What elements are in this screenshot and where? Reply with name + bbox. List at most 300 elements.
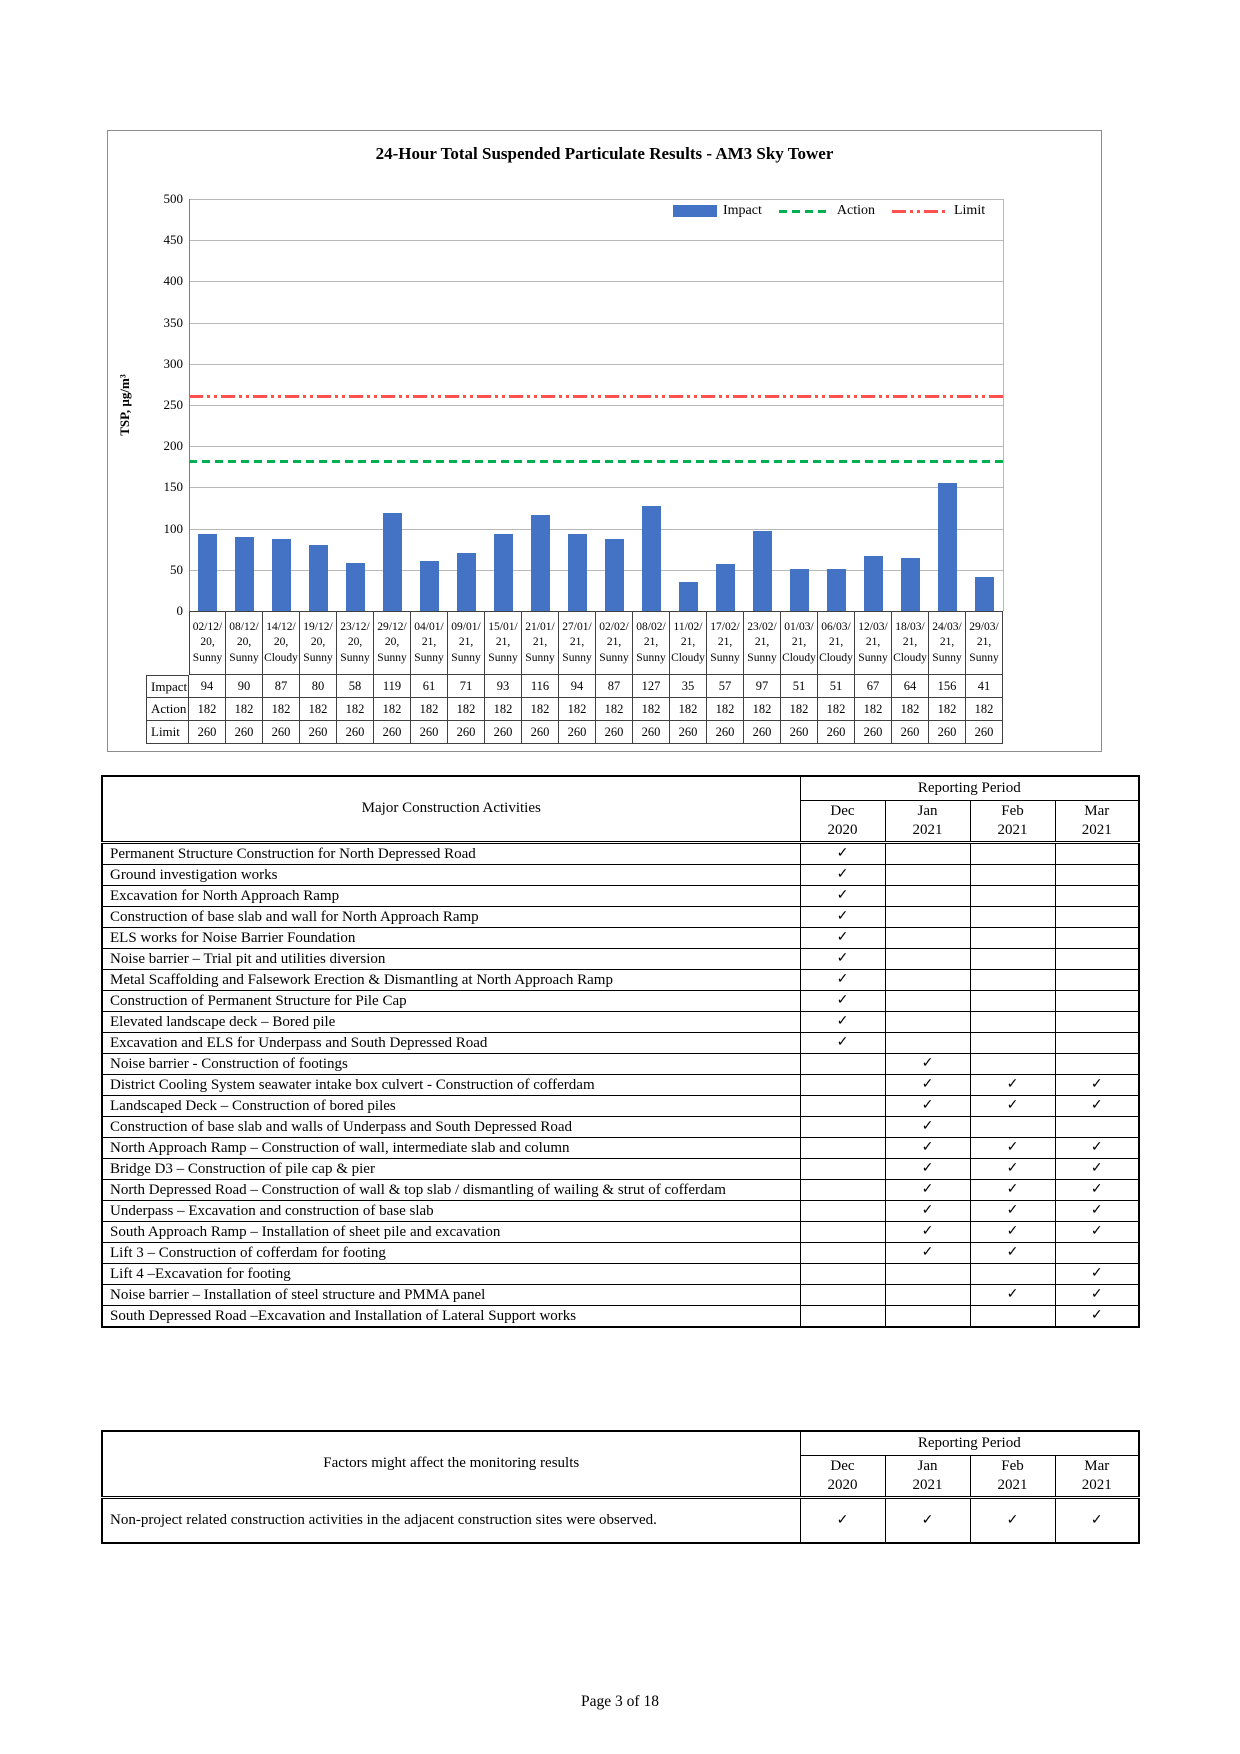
- check-cell: [885, 1011, 970, 1032]
- check-cell: [970, 927, 1055, 948]
- activity-row: [102, 927, 1139, 948]
- category-date-line1: 18/03/: [895, 620, 925, 633]
- impact-bar: [494, 534, 513, 611]
- category-weather: Sunny: [969, 651, 999, 664]
- activity-row-label: Bridge D3 – Construction of pile cap & pier: [102, 1158, 800, 1179]
- category-date-line2: 20,: [236, 636, 252, 649]
- activity-row-label: South Depressed Road –Excavation and Installation of Lateral Support works: [102, 1305, 800, 1327]
- activity-row-label: South Approach Ramp – Installation of sheet pile and excavation: [102, 1221, 800, 1242]
- category-date-line1: 27/01/: [562, 620, 592, 633]
- check-cell: [1055, 842, 1139, 864]
- period-cell: [1055, 800, 1139, 842]
- series-value: 182: [300, 698, 337, 721]
- horizontal-gridline: [189, 240, 1003, 241]
- check-cell: [885, 948, 970, 969]
- limit-swatch-icon: [892, 210, 948, 213]
- category-date-line2: 21,: [939, 636, 955, 649]
- series-value: 51: [781, 675, 818, 698]
- impact-bar: [753, 531, 772, 611]
- factors-title: Factors might affect the monitoring results: [102, 1431, 800, 1497]
- check-cell: ✓: [885, 1137, 970, 1158]
- check-cell: [800, 1074, 885, 1095]
- check-cell: [1055, 969, 1139, 990]
- series-row-label: Impact: [146, 675, 189, 698]
- series-value: 260: [263, 721, 300, 744]
- activity-row-label: Ground investigation works: [102, 864, 800, 885]
- x-axis-category: [485, 611, 522, 675]
- category-weather: Cloudy: [893, 651, 927, 664]
- category-weather: Sunny: [747, 651, 777, 664]
- check-cell: ✓: [800, 842, 885, 864]
- check-cell: [1055, 1032, 1139, 1053]
- y-axis-tick: 250: [163, 397, 183, 412]
- check-cell: ✓: [885, 1074, 970, 1095]
- series-value: 260: [855, 721, 892, 744]
- chart-panel: [107, 130, 1102, 752]
- x-axis-category: [189, 611, 226, 675]
- activity-row-label: Lift 4 –Excavation for footing: [102, 1263, 800, 1284]
- category-date-line2: 21,: [495, 636, 511, 649]
- check-cell: ✓: [800, 990, 885, 1011]
- impact-bar: [309, 545, 328, 611]
- activity-row-label: Excavation and ELS for Underpass and South Depressed Road: [102, 1032, 800, 1053]
- check-cell: ✓: [1055, 1497, 1139, 1543]
- category-date-line1: 14/12/: [266, 620, 296, 633]
- x-axis-category: [781, 611, 818, 675]
- legend-item-limit: [892, 203, 985, 219]
- category-date-line1: 21/01/: [525, 620, 555, 633]
- category-date-line1: 01/03/: [784, 620, 814, 633]
- check-cell: ✓: [885, 1497, 970, 1543]
- period-year: 2020: [827, 821, 858, 838]
- impact-bar: [642, 506, 661, 611]
- activity-row: [102, 1116, 1139, 1137]
- category-weather: Sunny: [636, 651, 666, 664]
- series-value: 182: [485, 698, 522, 721]
- activity-row: [102, 885, 1139, 906]
- series-value: 182: [596, 698, 633, 721]
- series-value: 260: [966, 721, 1003, 744]
- activity-row: [102, 1032, 1139, 1053]
- activity-row: [102, 842, 1139, 864]
- period-cell: [970, 800, 1055, 842]
- y-axis-tick: 500: [163, 191, 183, 206]
- series-value: 260: [189, 721, 226, 744]
- series-value: 182: [448, 698, 485, 721]
- activity-row-label: Excavation for North Approach Ramp: [102, 885, 800, 906]
- check-cell: ✓: [1055, 1095, 1139, 1116]
- activity-row: [102, 948, 1139, 969]
- x-axis-category: [337, 611, 374, 675]
- category-date-line2: 21,: [569, 636, 585, 649]
- page-number: Page 3 of 18: [581, 1693, 659, 1710]
- y-axis-tick: 0: [176, 603, 183, 618]
- x-axis-category: [559, 611, 596, 675]
- series-value: 41: [966, 675, 1003, 698]
- check-cell: [1055, 1242, 1139, 1263]
- x-axis-category: [263, 611, 300, 675]
- period-month: Jan: [917, 802, 938, 819]
- activity-row: [102, 1263, 1139, 1284]
- check-cell: ✓: [800, 969, 885, 990]
- period-month: Dec: [830, 1457, 855, 1474]
- y-axis-tick: 350: [163, 314, 183, 330]
- horizontal-gridline: [189, 199, 1003, 200]
- activity-row-label: Elevated landscape deck – Bored pile: [102, 1011, 800, 1032]
- category-date-line2: 21,: [902, 636, 918, 649]
- activity-row-label: Construction of base slab and walls of Underpass and South Depressed Road: [102, 1116, 800, 1137]
- impact-bar: [420, 561, 439, 611]
- x-axis-category: [448, 611, 485, 675]
- activities-title: Major Construction Activities: [102, 776, 800, 842]
- check-cell: ✓: [885, 1179, 970, 1200]
- activity-row: [102, 1200, 1139, 1221]
- y-axis-label: TSP, µg/m³: [117, 374, 132, 436]
- check-cell: [970, 948, 1055, 969]
- chart-legend: [673, 203, 985, 219]
- activity-row: [102, 990, 1139, 1011]
- period-cell: [885, 1455, 970, 1497]
- category-date-line2: 21,: [606, 636, 622, 649]
- activity-row-label: Noise barrier – Installation of steel structure and PMMA panel: [102, 1284, 800, 1305]
- legend-item-impact: [673, 203, 762, 219]
- check-cell: ✓: [1055, 1137, 1139, 1158]
- activity-row-label: Underpass – Excavation and construction of base slab: [102, 1200, 800, 1221]
- category-date-line1: 23/02/: [747, 620, 777, 633]
- series-value: 182: [670, 698, 707, 721]
- check-cell: ✓: [970, 1137, 1055, 1158]
- x-axis-category: [633, 611, 670, 675]
- series-value: 156: [929, 675, 966, 698]
- category-weather: Sunny: [377, 651, 407, 664]
- check-cell: ✓: [1055, 1200, 1139, 1221]
- factor-row: [102, 1497, 1139, 1543]
- series-value: 260: [818, 721, 855, 744]
- series-value: 260: [522, 721, 559, 744]
- check-cell: [885, 906, 970, 927]
- check-cell: [800, 1158, 885, 1179]
- chart-data-table: [146, 611, 1003, 744]
- impact-bar: [531, 515, 550, 611]
- category-weather: Sunny: [525, 651, 555, 664]
- series-value: 182: [818, 698, 855, 721]
- plot-right-border: [1003, 199, 1004, 611]
- period-cell: [800, 800, 885, 842]
- series-value: 260: [892, 721, 929, 744]
- period-month: Mar: [1084, 1457, 1110, 1474]
- category-date-line2: 20,: [200, 636, 215, 649]
- category-weather: Sunny: [340, 651, 370, 664]
- category-weather: Sunny: [710, 651, 740, 664]
- legend-label-impact: Impact: [723, 203, 762, 218]
- check-cell: [800, 1200, 885, 1221]
- check-cell: [1055, 1053, 1139, 1074]
- series-value: 182: [411, 698, 448, 721]
- horizontal-gridline: [189, 405, 1003, 406]
- category-weather: Sunny: [562, 651, 592, 664]
- series-value: 127: [633, 675, 670, 698]
- activities-table: [101, 775, 1140, 1328]
- x-axis-category: [374, 611, 411, 675]
- check-cell: [970, 1053, 1055, 1074]
- series-value: 260: [337, 721, 374, 744]
- category-date-line2: 21,: [643, 636, 659, 649]
- category-weather: Sunny: [858, 651, 888, 664]
- check-cell: [970, 1263, 1055, 1284]
- series-value: 260: [374, 721, 411, 744]
- x-axis-category: [300, 611, 337, 675]
- horizontal-gridline: [189, 529, 1003, 530]
- category-date-line2: 21,: [458, 636, 474, 649]
- series-row-label: Action: [146, 698, 189, 721]
- horizontal-gridline: [189, 364, 1003, 365]
- activity-row: [102, 1221, 1139, 1242]
- impact-bar: [827, 569, 846, 611]
- series-value: 260: [226, 721, 263, 744]
- series-value: 182: [855, 698, 892, 721]
- check-cell: ✓: [800, 1497, 885, 1543]
- check-cell: [1055, 906, 1139, 927]
- period-year: 2021: [997, 821, 1028, 838]
- activity-row-label: Noise barrier – Trial pit and utilities diversion: [102, 948, 800, 969]
- series-value: 182: [263, 698, 300, 721]
- category-date-line2: 21,: [865, 636, 881, 649]
- series-value: 182: [559, 698, 596, 721]
- check-cell: ✓: [885, 1116, 970, 1137]
- series-value: 58: [337, 675, 374, 698]
- check-cell: [1055, 1011, 1139, 1032]
- impact-bar: [679, 582, 698, 611]
- impact-bar: [975, 577, 994, 611]
- series-value: 35: [670, 675, 707, 698]
- x-axis-category: [707, 611, 744, 675]
- series-value: 260: [929, 721, 966, 744]
- check-cell: [800, 1221, 885, 1242]
- activity-row-label: North Depressed Road – Construction of wall & top slab / dismantling of wailing & strut of cofferdam: [102, 1179, 800, 1200]
- activity-row: [102, 864, 1139, 885]
- series-value: 182: [226, 698, 263, 721]
- category-weather: Cloudy: [782, 651, 816, 664]
- y-axis-tick: 50: [170, 561, 183, 577]
- check-cell: [1055, 990, 1139, 1011]
- category-weather: Sunny: [229, 651, 259, 664]
- period-month: Dec: [830, 802, 855, 819]
- factor-row-label: Non-project related construction activities in the adjacent construction sites were observed.: [102, 1497, 800, 1543]
- activity-row: [102, 1095, 1139, 1116]
- activity-row-label: District Cooling System seawater intake box culvert - Construction of cofferdam: [102, 1074, 800, 1095]
- check-cell: [1055, 885, 1139, 906]
- category-date-line2: 21,: [754, 636, 770, 649]
- series-value: 93: [485, 675, 522, 698]
- legend-label-limit: Limit: [953, 203, 986, 218]
- check-cell: [800, 1263, 885, 1284]
- series-value: 182: [781, 698, 818, 721]
- category-weather: Sunny: [303, 651, 333, 664]
- y-axis-tick: 150: [163, 479, 183, 495]
- impact-bar: [383, 513, 402, 611]
- activity-row: [102, 1053, 1139, 1074]
- series-value: 182: [337, 698, 374, 721]
- category-weather: Sunny: [488, 651, 518, 664]
- impact-bar: [605, 539, 624, 611]
- check-cell: [1055, 864, 1139, 885]
- check-cell: [885, 864, 970, 885]
- series-value: 260: [744, 721, 781, 744]
- impact-bar: [568, 534, 587, 612]
- check-cell: [885, 1284, 970, 1305]
- series-value: 87: [596, 675, 633, 698]
- horizontal-gridline: [189, 281, 1003, 282]
- series-value: 87: [263, 675, 300, 698]
- check-cell: ✓: [970, 1497, 1055, 1543]
- activity-row-label: Landscaped Deck – Construction of bored piles: [102, 1095, 800, 1116]
- category-date-line2: 20,: [273, 636, 289, 649]
- category-date-line1: 11/02/: [673, 620, 703, 633]
- period-year: 2021: [912, 821, 943, 838]
- check-cell: [885, 1263, 970, 1284]
- period-year: 2020: [827, 1476, 858, 1493]
- check-cell: ✓: [1055, 1305, 1139, 1327]
- y-axis-tick: 300: [163, 355, 183, 371]
- impact-bar: [198, 534, 217, 612]
- check-cell: ✓: [1055, 1284, 1139, 1305]
- period-cell: [970, 1455, 1055, 1497]
- category-weather: Sunny: [599, 651, 629, 664]
- series-row-label: Limit: [146, 721, 189, 744]
- series-value: 260: [485, 721, 522, 744]
- series-value: 116: [522, 675, 559, 698]
- horizontal-gridline: [189, 487, 1003, 488]
- series-value: 119: [374, 675, 411, 698]
- reporting-period-header: Reporting Period: [800, 776, 1139, 800]
- category-date-line1: 04/01/: [414, 620, 444, 633]
- check-cell: [800, 1179, 885, 1200]
- check-cell: ✓: [885, 1158, 970, 1179]
- x-axis-category: [892, 611, 929, 675]
- period-month: Jan: [917, 1457, 938, 1474]
- activity-row: [102, 906, 1139, 927]
- x-axis-category: [411, 611, 448, 675]
- reporting-period-header: Reporting Period: [800, 1431, 1139, 1455]
- category-weather: Sunny: [414, 651, 444, 664]
- check-cell: [800, 1116, 885, 1137]
- horizontal-gridline: [189, 323, 1003, 324]
- activity-row-label: North Approach Ramp – Construction of wall, intermediate slab and column: [102, 1137, 800, 1158]
- activity-row-label: Noise barrier - Construction of footings: [102, 1053, 800, 1074]
- category-date-line2: 21,: [680, 636, 696, 649]
- series-value: 182: [633, 698, 670, 721]
- period-month: Mar: [1084, 802, 1110, 819]
- series-value: 182: [929, 698, 966, 721]
- check-cell: ✓: [1055, 1221, 1139, 1242]
- activity-row: [102, 1137, 1139, 1158]
- category-date-line1: 08/02/: [636, 620, 666, 633]
- series-value: 182: [707, 698, 744, 721]
- period-year: 2021: [997, 1476, 1028, 1493]
- activity-row: [102, 1179, 1139, 1200]
- series-value: 90: [226, 675, 263, 698]
- legend-label-action: Action: [836, 203, 875, 218]
- check-cell: [800, 1284, 885, 1305]
- series-value: 94: [559, 675, 596, 698]
- limit-threshold-line: [189, 395, 1003, 398]
- category-weather: Cloudy: [819, 651, 853, 664]
- check-cell: [970, 885, 1055, 906]
- impact-bar: [272, 539, 291, 611]
- activity-row-label: ELS works for Noise Barrier Foundation: [102, 927, 800, 948]
- check-cell: ✓: [800, 864, 885, 885]
- check-cell: ✓: [970, 1095, 1055, 1116]
- impact-bar: [901, 558, 920, 611]
- period-month: Feb: [1001, 1457, 1024, 1474]
- activity-row-label: Construction of Permanent Structure for Pile Cap: [102, 990, 800, 1011]
- check-cell: [970, 1011, 1055, 1032]
- series-value: 260: [781, 721, 818, 744]
- series-value: 94: [189, 675, 226, 698]
- check-cell: ✓: [885, 1242, 970, 1263]
- series-value: 260: [670, 721, 707, 744]
- impact-bar: [938, 483, 957, 612]
- category-date-line1: 29/12/: [377, 620, 407, 633]
- category-date-line2: 21,: [791, 636, 807, 649]
- y-axis-tick: 200: [163, 438, 183, 454]
- activity-row: [102, 1284, 1139, 1305]
- category-date-line1: 15/01/: [488, 620, 518, 633]
- corner-cell: [146, 611, 189, 675]
- check-cell: ✓: [1055, 1158, 1139, 1179]
- activity-row-label: Metal Scaffolding and Falsework Erection & Dismantling at North Approach Ramp: [102, 969, 800, 990]
- series-value: 67: [855, 675, 892, 698]
- check-cell: [800, 1242, 885, 1263]
- activity-row: [102, 1011, 1139, 1032]
- factors-table: [101, 1430, 1140, 1544]
- check-cell: [970, 906, 1055, 927]
- series-value: 260: [411, 721, 448, 744]
- category-weather: Sunny: [192, 651, 223, 664]
- category-date-line2: 21,: [976, 636, 992, 649]
- category-date-line1: 23/12/: [340, 620, 370, 633]
- category-date-line2: 21,: [717, 636, 733, 649]
- series-value: 57: [707, 675, 744, 698]
- activity-row-label: Permanent Structure Construction for North Depressed Road: [102, 842, 800, 864]
- category-date-line2: 21,: [421, 636, 437, 649]
- category-weather: Cloudy: [671, 651, 705, 664]
- period-cell: [1055, 1455, 1139, 1497]
- series-value: 260: [559, 721, 596, 744]
- category-date-line1: 29/03/: [969, 620, 999, 633]
- check-cell: ✓: [970, 1074, 1055, 1095]
- x-axis-category: [596, 611, 633, 675]
- impact-bar: [864, 556, 883, 611]
- impact-bar: [790, 569, 809, 611]
- check-cell: [970, 842, 1055, 864]
- series-value: 260: [707, 721, 744, 744]
- series-value: 80: [300, 675, 337, 698]
- check-cell: ✓: [885, 1200, 970, 1221]
- action-swatch-icon: [779, 210, 831, 213]
- y-axis-tick: 450: [163, 232, 183, 248]
- horizontal-gridline: [189, 446, 1003, 447]
- category-date-line1: 19/12/: [303, 620, 333, 633]
- category-date-line1: 12/03/: [858, 620, 888, 633]
- series-value: 51: [818, 675, 855, 698]
- check-cell: ✓: [885, 1221, 970, 1242]
- check-cell: [1055, 948, 1139, 969]
- series-value: 182: [966, 698, 1003, 721]
- check-cell: [1055, 1116, 1139, 1137]
- chart-title: 24-Hour Total Suspended Particulate Results - AM3 Sky Tower: [375, 144, 834, 163]
- series-value: 182: [189, 698, 226, 721]
